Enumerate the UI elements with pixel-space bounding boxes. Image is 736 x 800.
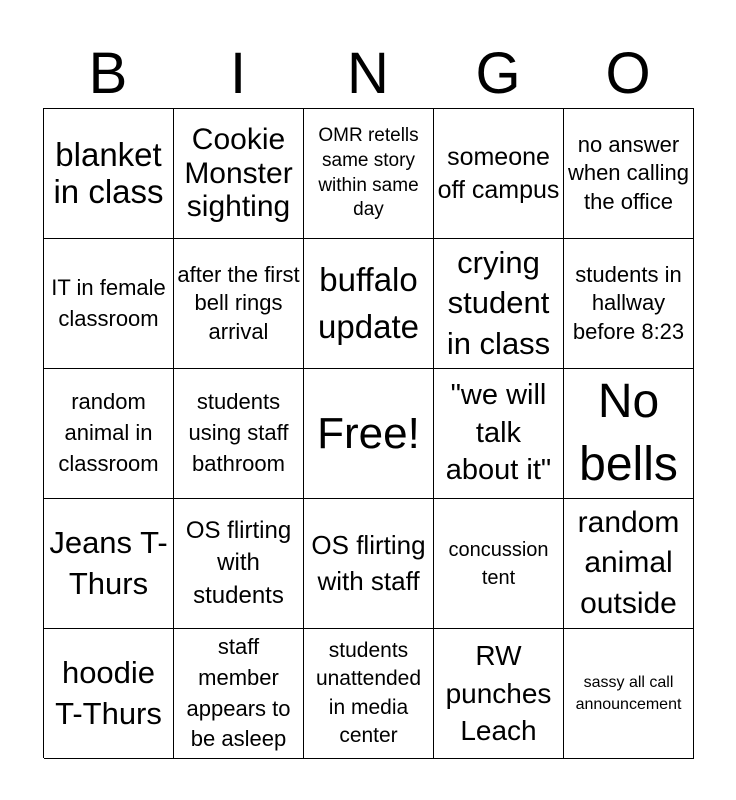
cell-text: Cookie Monster sighting	[184, 123, 293, 224]
bingo-cell[interactable]	[564, 239, 694, 369]
bingo-cell[interactable]	[44, 369, 174, 499]
bingo-cell[interactable]	[564, 499, 694, 629]
cell-text: blanket in class	[53, 135, 164, 210]
free-space-text: Free!	[317, 408, 420, 458]
cell-text: OS flirting with students	[185, 516, 292, 609]
header-letter-o: O	[605, 41, 651, 106]
bingo-cell[interactable]	[304, 629, 434, 759]
cell-text: after the first bell rings arrival	[177, 261, 300, 344]
bingo-cell[interactable]	[174, 629, 304, 759]
bingo-cell[interactable]	[174, 369, 304, 499]
header-letter-b: B	[88, 41, 128, 106]
header-letter-g: G	[475, 41, 521, 106]
header-letter-i: I	[229, 41, 247, 106]
bingo-cell[interactable]	[304, 499, 434, 629]
cell-text: OS flirting with staff	[311, 530, 426, 596]
cell-text: buffalo update	[318, 261, 419, 345]
header-letter-n: N	[347, 41, 389, 106]
cell-text: Jeans T-Thurs	[49, 525, 168, 601]
bingo-cell[interactable]	[434, 629, 564, 759]
bingo-cell[interactable]	[434, 499, 564, 629]
cell-text: "we will talk about it"	[445, 378, 552, 487]
cell-text: students using staff bathroom	[188, 389, 289, 476]
cell-text: IT in female classroom	[51, 274, 166, 331]
cell-text: random animal outside	[577, 505, 680, 620]
cell-text: crying student in class	[446, 245, 551, 361]
bingo-cell[interactable]	[304, 109, 434, 239]
cell-text: students in hallway before 8:23	[572, 261, 685, 344]
bingo-cell[interactable]	[564, 629, 694, 759]
bingo-cell[interactable]	[174, 109, 304, 239]
cell-text: sassy all call announcement	[575, 673, 682, 713]
free-space-cell[interactable]	[304, 369, 434, 499]
bingo-cell[interactable]	[434, 369, 564, 499]
cell-text: RW punches Leach	[445, 639, 552, 747]
bingo-cell[interactable]	[44, 499, 174, 629]
cell-text: students unattended in media center	[315, 638, 422, 747]
cell-text: OMR retells same story within same day	[318, 125, 419, 221]
cell-text: hoodie T-Thurs	[55, 655, 162, 731]
bingo-cell[interactable]	[564, 109, 694, 239]
cell-text: no answer when calling the office	[567, 131, 690, 214]
bingo-cell[interactable]	[564, 369, 694, 499]
bingo-cell[interactable]	[174, 499, 304, 629]
bingo-header	[43, 40, 693, 108]
bingo-cell[interactable]	[174, 239, 304, 369]
bingo-cell[interactable]	[44, 629, 174, 759]
bingo-cell[interactable]	[44, 239, 174, 369]
cell-text: staff member appears to be asleep	[186, 633, 291, 752]
cell-text: No bells	[579, 375, 678, 491]
bingo-card	[43, 108, 694, 758]
bingo-cell[interactable]	[434, 239, 564, 369]
cell-text: random animal in classroom	[58, 389, 159, 476]
cell-text: concussion tent	[448, 538, 549, 589]
cell-text: someone off campus	[437, 143, 560, 204]
bingo-cell[interactable]	[304, 239, 434, 369]
bingo-cell[interactable]	[434, 109, 564, 239]
bingo-cell[interactable]	[44, 109, 174, 239]
